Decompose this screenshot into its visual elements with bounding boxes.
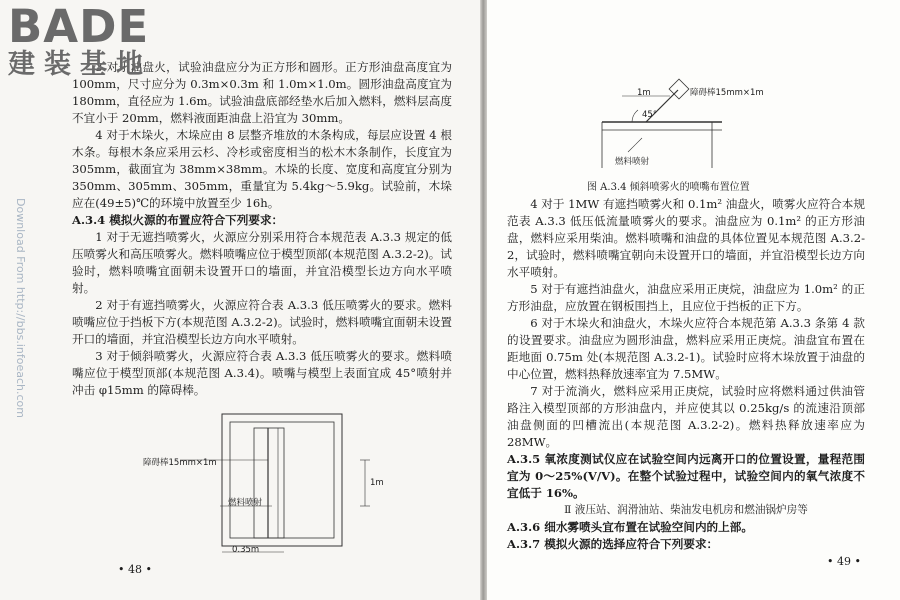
paragraph: 6 对于木垛火和油盘火，木垛火应符合本规范第 A.3.3 条第 4 款的设置要求。油盘应为圆形油盘，燃料应采用正庚烷。油盘宜布置在距地面 0.75m 处(本规范图 A.3.2-1)。试验时应将木垛放置于油盘的中心位置，燃料热释放速率宜为 7.5MW。 (507, 316, 865, 381)
download-watermark: Download From http://bbs.infoeach.com (14, 198, 27, 418)
site-logo (8, 0, 152, 80)
fuel-pan (254, 428, 284, 538)
paragraph: 4 对于木垛火，木垛应由 8 层整齐堆放的木条构成，每层应设置 4 根木条。每根木条应采用云杉、冷杉或密度相当的松木木条制作，长度宜为 305mm，截面宜为 38mm×38mm。木垛的长度、宽度和高度宜分别为 350mm、305mm、305mm，重量宜为 5.4kg～5.9kg。试验前，木垛应在(49±5)℃的环境中放置至少 16h。 (72, 128, 452, 210)
nozzle-label: 燃料喷射 (615, 157, 650, 167)
paragraph: 3 对于倾斜喷雾火，火源应符合表 A.3.3 低压喷雾火的要求。燃料喷嘴应位于模型顶部(本规范图 A.3.4)。喷嘴与模型上表面宜成 45°喷射并冲击 φ15mm 的障碍棒。 (72, 349, 452, 397)
section-heading: Ⅱ 液压站、润滑油站、柴油发电机房和燃油锅炉房等 (564, 504, 808, 516)
clause-heading: A.3.5 氧浓度测试仪应在试验空间内远离开口的位置设置，量程范围宜为 0～25%(V/V)。在整个试验过程中，试验空间内的氧气浓度不宜低于 16%。 (507, 452, 865, 500)
figure-caption: 图 A.3.4 倾斜喷雾火的喷嘴布置位置 (587, 182, 750, 193)
angle-label: 45° (642, 110, 658, 120)
paragraph: 3 对于油盘火，试验油盘应分为正方形和圆形。正方形油盘高度宜为 100mm，尺寸应分为 0.3m×0.3m 和 1.0m×1.0m。圆形油盘高度宜为 180mm，直径应为 1.6m。试验油盘底部经垫水后加入燃料，燃料层高度不宜小于 20mm，燃料液面距油盘上沿宜为 30mm。 (72, 60, 452, 125)
page-number: • 48 • (118, 563, 152, 576)
clause-heading: A.3.4 模拟火源的布置应符合下列要求： (72, 213, 284, 227)
paragraph: 5 对于有遮挡油盘火，油盘应采用正庚烷，油盘应为 1.0m² 的正方形油盘，应放置在钢板围挡上，且应位于挡板的正下方。 (507, 282, 865, 313)
paragraph: 2 对于有遮挡喷雾火，火源应符合表 A.3.3 低压喷雾火的要求。燃料喷嘴应位于挡板下方(本规范图 A.3.2-2)。试验时，燃料喷嘴宜面朝未设置开口的墙面，并宜沿模型长边方向水平喷射。 (72, 298, 452, 346)
width-label: 0.35m (232, 545, 260, 555)
bar-label: 障碍棒15mm×1m (690, 88, 764, 98)
height-label: 1m (370, 478, 384, 488)
logo-english: BADE (8, 0, 150, 53)
logo-chinese: 建装基地 (8, 49, 152, 80)
nozzle-leader (628, 138, 642, 152)
paragraph: 4 对于 1MW 有遮挡喷雾火和 0.1m² 油盘火，喷雾火应符合本规范表 A.3.3 低压低流量喷雾火的要求。油盘应为 0.1m² 的正方形油盘，燃料应采用柴油。燃料喷嘴和油盘的具体位置见本规范图 A.3.2-2，试验时，燃料喷嘴宜朝向未设置开口的墙面，并宜沿模型长边方向水平喷射。 (507, 197, 865, 279)
left-page-text (72, 59, 452, 399)
page-number: • 49 • (827, 555, 861, 568)
right-page (487, 0, 900, 600)
length-label: 1m (637, 88, 651, 98)
model-outline (222, 414, 342, 546)
model-inner-outline (230, 422, 334, 538)
clause-heading: A.3.7 模拟火源的选择应符合下列要求： (507, 537, 719, 551)
nozzle-label: 燃料喷射 (228, 498, 263, 508)
right-page-text (507, 196, 865, 553)
bar-label: 障碍棒15mm×1m (143, 458, 217, 468)
paragraph: 7 对于流淌火，燃料应采用正庚烷，试验时应将燃料通过供油管路注入模型顶部的方形油盘内，并应使其以 0.25kg/s 的流速沿顶部油盘侧面的凹槽流出(本规范图 A.3.2-2)。燃料热释放速率应为 28MW。 (507, 384, 865, 449)
clause-heading: A.3.6 细水雾喷头宜布置在试验空间内的上部。 (507, 520, 753, 534)
book-spine (480, 0, 487, 600)
angle-arc (632, 110, 638, 122)
paragraph: 1 对于无遮挡喷雾火，火源应分别采用符合本规范表 A.3.3 规定的低压喷雾火和高压喷雾火。燃料喷嘴应位于模型顶部(本规范图 A.3.2-2)。试验时，燃料喷嘴宜面朝未设置开口的墙面，并宜沿模型长边方向水平喷射。 (72, 230, 452, 295)
